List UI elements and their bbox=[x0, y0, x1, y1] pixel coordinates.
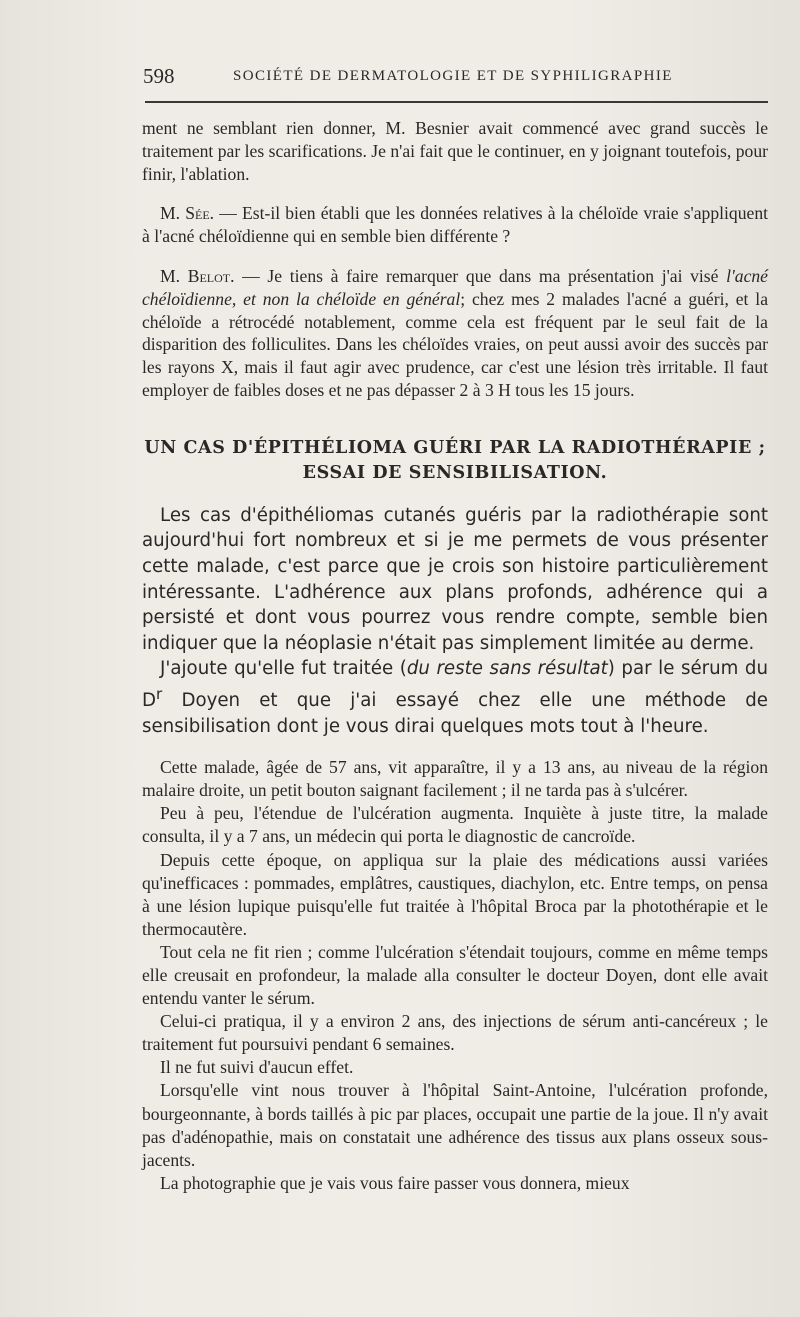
case-paragraph: Depuis cette époque, on appliqua sur la plaie des médications aussi variées qu'inefficaces : pommades, emplâtres, caustiques, diachylon, etc. Entre temps, on pensa à une lésion lupique puisqu'elle fut traitée à l'hôpital Broca par la photothérapie et le thermocautère. bbox=[142, 849, 768, 939]
belot-italic: l'acné chéloïdienne, et non la chéloïde en général bbox=[142, 265, 768, 309]
article-title-line-2: ESSAI DE SENSIBILISATION. bbox=[302, 462, 608, 483]
running-header bbox=[143, 64, 768, 92]
speaker-see: M. Sée. bbox=[160, 203, 215, 224]
article-title bbox=[142, 436, 768, 486]
page-number: 598 bbox=[143, 64, 175, 88]
header-rule bbox=[145, 101, 768, 103]
case-paragraph: Celui-ci pratiqua, il y a environ 2 ans, des injections de sérum anti-cancéreux ; le traitement fut poursuivi pendant 6 semaines. bbox=[142, 1011, 768, 1055]
intro-paragraph-1: Les cas d'épithéliomas cutanés guéris par la radiothérapie sont aujourd'hui fort nombreux et si je me permets de vous présenter cette malade, c'est parce que je crois son histoire particulièrement intéressante. L'adhérence aux plans profonds, adhérence qui a persisté et dont vous pourrez vous rendre compte, semble bien indiquer que la néoplasie n'était pas simplement limitée au derme. bbox=[142, 504, 768, 654]
intro2-dr: D bbox=[142, 689, 157, 711]
article-title-line-1: UN CAS D'ÉPITHÉLIOMA GUÉRI PAR LA RADIOTHÉRAPIE ; bbox=[144, 437, 766, 458]
speaker-belot: M. Belot. bbox=[160, 265, 235, 286]
belot-text-2: ; chez mes 2 malades l'acné a guéri, et la chéloïde a rétrocédé notablement, comme cela est fréquent par le seul fait de la disparition des folliculites. Dans les chéloïdes vraies, on peut aussi avoir des succès par les rayons X, mais il faut agir avec prudence, car c'est une lésion très irritable. Il faut employer de faibles doses et ne pas dépasser 2 à 3 H tous les 15 jours. bbox=[142, 288, 769, 400]
case-paragraph: Lorsqu'elle vint nous trouver à l'hôpital Saint-Antoine, l'ulcération profonde, bourgeonnante, à bords taillés à pic par places, occupait une partie de la joue. Il n'y avait pas d'adénopathie, mais on constatait une adhérence des tissus aux plans osseux sous-jacents. bbox=[142, 1080, 768, 1170]
discussion-paragraph: ment ne semblant rien donner, M. Besnier avait commencé avec grand succès le traitement par les scarifications. Je n'ai fait que le continuer, en y joignant toutefois, pour finir, l'ablation. bbox=[142, 118, 768, 184]
see-remark-text: — Est-il bien établi que les données relatives à la chéloïde vraie s'appliquent à l'acné chéloïdienne qui en semble bien différente ? bbox=[142, 203, 768, 247]
case-paragraph: Cette malade, âgée de 57 ans, vit apparaître, il y a 13 ans, au niveau de la région malaire droite, un petit bouton saignant facilement ; il ne tarda pas à s'ulcérer. bbox=[142, 757, 768, 801]
intro2-dr-sup: r bbox=[156, 684, 163, 703]
running-title: SOCIÉTÉ DE DERMATOLOGIE ET DE SYPHILIGRAPHIE bbox=[233, 68, 673, 84]
case-paragraph: Tout cela ne fit rien ; comme l'ulcération s'étendait toujours, comme en même temps elle creusait en profondeur, la malade alla consulter le docteur Doyen, dont elle avait entendu vanter le sérum. bbox=[142, 941, 768, 1009]
case-paragraph: La photographie que je vais vous faire passer vous donnera, mieux bbox=[160, 1172, 630, 1193]
case-description bbox=[142, 756, 768, 1195]
page-content bbox=[142, 117, 768, 1195]
intro2-text-c: Doyen et que j'ai essayé chez elle une méthode de sensibilisation dont je vous dirai quelques mots tout à l'heure. bbox=[142, 689, 768, 737]
belot-text-1: — Je tiens à faire remarquer que dans ma présentation j'ai visé bbox=[234, 265, 727, 286]
intro-paragraph-2 bbox=[142, 656, 768, 739]
case-paragraph: Peu à peu, l'étendue de l'ulcération augmenta. Inquiète à juste titre, la malade consulta, il y a 7 ans, un médecin qui porta le diagnostic de cancroïde. bbox=[142, 803, 768, 847]
intro2-text-a: J'ajoute qu'elle fut traitée ( bbox=[160, 658, 407, 680]
intro2-italic: du reste sans résultat bbox=[406, 658, 608, 680]
see-remark bbox=[142, 202, 768, 248]
intro2-text-b: ) par le sérum du bbox=[607, 658, 768, 680]
belot-remark bbox=[142, 265, 768, 402]
case-paragraph: Il ne fut suivi d'aucun effet. bbox=[160, 1057, 354, 1078]
